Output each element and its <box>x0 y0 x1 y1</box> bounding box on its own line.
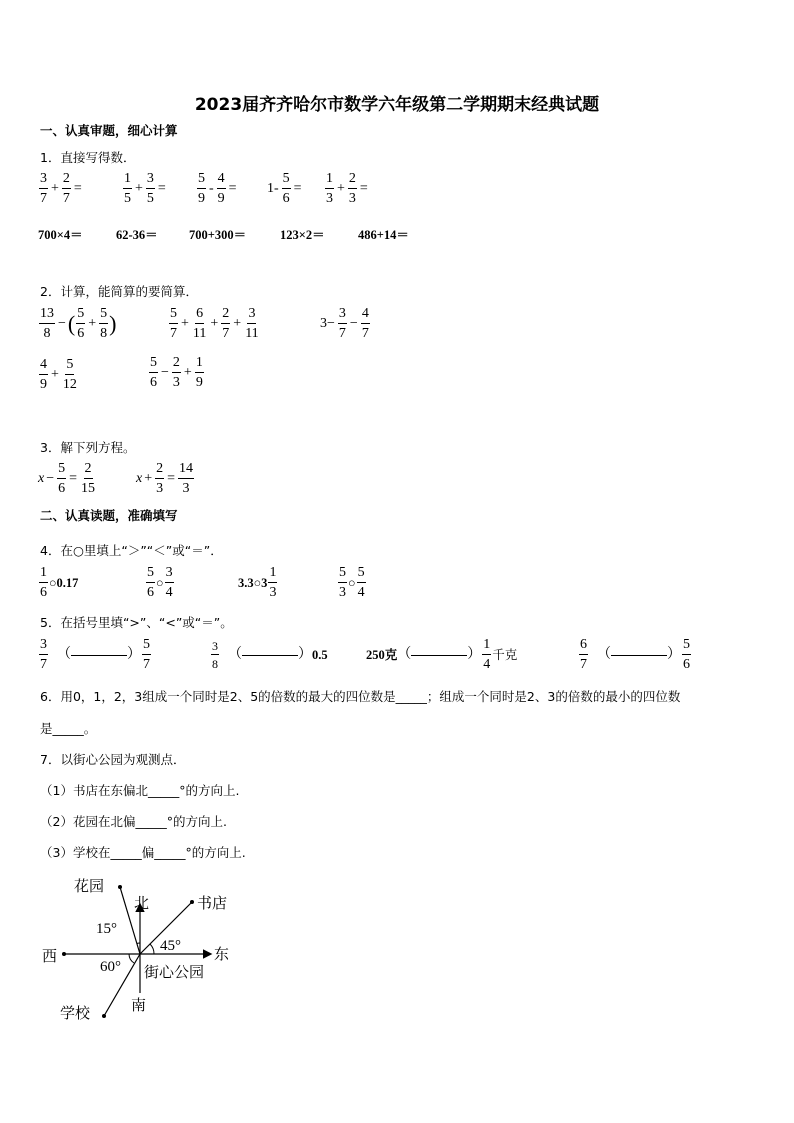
question-6-line-2: 是_____。 <box>40 721 97 736</box>
q4-compare-1: $\frac{1}{6}$ ○0.17 <box>40 565 79 600</box>
school-label: 学校 <box>60 1006 91 1022</box>
q4-compare-4: $\frac{5}{3}$ ○ $\frac{5}{4}$ <box>339 565 365 600</box>
q5-compare-1: $\frac{3}{7}$ （ ） $\frac{5}{7}$ <box>40 637 150 672</box>
section-heading-2: 二、认真读题，准确填写 <box>40 508 178 523</box>
bookstore-point <box>190 900 194 904</box>
q2-expr-2: $\frac{5}{7}$ + $\frac{6}{11}$ + $\frac{2}{7}$ + $\frac{3}{11}$ <box>170 306 259 341</box>
question-7-sub-2: （2）花园在北偏_____°的方向上. <box>40 814 227 829</box>
q3-equation-1: x − $\frac{5}{6}$ = $\frac{2}{15}$ <box>38 461 96 496</box>
q4-item-1-text: ○0.17 <box>49 575 79 590</box>
question-5-title: 5．在括号里填“>”、“<”或“＝”。 <box>40 615 233 630</box>
question-7-sub-3: （3）学校在_____偏_____°的方向上. <box>40 845 246 860</box>
question-2-title: 2．计算，能简算的要简算． <box>40 284 198 299</box>
q1-expr-4: 1- $\frac{5}{6}$ = <box>267 171 302 206</box>
question-4-title: 4．在○里填上“＞”“＜”或“＝”． <box>40 543 223 558</box>
question-7-title: 7．以街心公园为观测点． <box>40 752 186 767</box>
q2-expr-5: $\frac{5}{6}$ − $\frac{2}{3}$ + $\frac{1}{9}$ <box>150 355 203 390</box>
q1-expr-2: $\frac{1}{5}$ + $\frac{3}{5}$ = <box>124 171 166 206</box>
q5-value-05: 0.5 <box>312 647 328 662</box>
q5-compare-3: 250克 （ ） $\frac{1}{4}$ 千克 <box>366 637 518 672</box>
q4-compare-2: $\frac{5}{6}$ ○ $\frac{3}{4}$ <box>147 565 173 600</box>
angle-label-45: 45° <box>160 938 181 954</box>
angle-label-15: 15° <box>96 921 117 937</box>
q4-compare-3: 3.3○3 $\frac{1}{3}$ <box>238 565 277 600</box>
question-7-sub-1: （1）书店在东偏北_____°的方向上. <box>40 783 240 798</box>
angle-label-60: 60° <box>100 959 121 975</box>
q1-expr-5: $\frac{1}{3}$ + $\frac{2}{3}$ = <box>326 171 368 206</box>
q1-calc-5: 486+14＝ <box>358 228 409 242</box>
angle-arc-15 <box>137 943 140 944</box>
q2-expr-3: 3− $\frac{3}{7}$ − $\frac{4}{7}$ <box>320 306 369 341</box>
school-point <box>102 1014 106 1018</box>
q5-compare-4: $\frac{6}{7}$ （ ） $\frac{5}{6}$ <box>580 637 690 672</box>
q5-value-250g: 250克 <box>366 647 398 662</box>
angle-arc-60 <box>129 954 134 963</box>
park-label: 街心公园 <box>144 965 205 981</box>
west-point <box>62 952 66 956</box>
q1-calc-3: 700+300＝ <box>189 228 247 242</box>
east-label: 东 <box>214 947 230 963</box>
q4-item-3-text: 3.3○3 <box>238 575 268 590</box>
q1-calc-4: 123×2＝ <box>280 228 325 242</box>
south-label: 南 <box>131 998 147 1014</box>
q3-equation-2: x + $\frac{2}{3}$ = $\frac{14}{3}$ <box>136 461 194 496</box>
q2-expr-1: $\frac{13}{8}$ − ( $\frac{5}{6}$ + $\frac{5}{8}$ ) <box>40 306 117 341</box>
q4-item-4-text: ○ <box>348 575 356 590</box>
west-label: 西 <box>42 949 58 965</box>
garden-label: 花园 <box>74 879 105 895</box>
q1-calc-2: 62-36＝ <box>116 228 158 242</box>
question-6-line-1: 6．用0，1，2，3组成一个同时是2、5的倍数的最大的四位数是_____；组成一个同时是2、3的倍数的最小的四位数 <box>40 689 681 704</box>
bookstore-label: 书店 <box>197 896 228 912</box>
question-3-title: 3．解下列方程。 <box>40 440 136 455</box>
q2-expr-4: $\frac{4}{9}$ + $\frac{5}{12}$ <box>40 357 77 392</box>
q1-calc-1: 700×4＝ <box>38 228 83 242</box>
q5-unit-kg: 千克 <box>492 646 518 662</box>
direction-diagram <box>30 865 250 1025</box>
garden-point <box>118 885 122 889</box>
q4-item-2-text: ○ <box>156 575 164 590</box>
north-label: 北 <box>134 896 150 912</box>
q1-expr-1: $\frac{3}{7}$ + $\frac{2}{7}$ = <box>40 171 82 206</box>
section-heading-1: 一、认真审题，细心计算 <box>40 123 178 138</box>
q5-compare-2: $\frac{3}{8}$ （ ） 0.5 <box>212 639 328 671</box>
q1-expr-3: $\frac{5}{9}$ - $\frac{4}{9}$ = <box>198 171 237 206</box>
angle-arc-45 <box>150 944 154 954</box>
page-title: 2023届齐齐哈尔市数学六年级第二学期期末经典试题 <box>194 95 600 115</box>
question-1-title: 1．直接写得数． <box>40 150 136 165</box>
